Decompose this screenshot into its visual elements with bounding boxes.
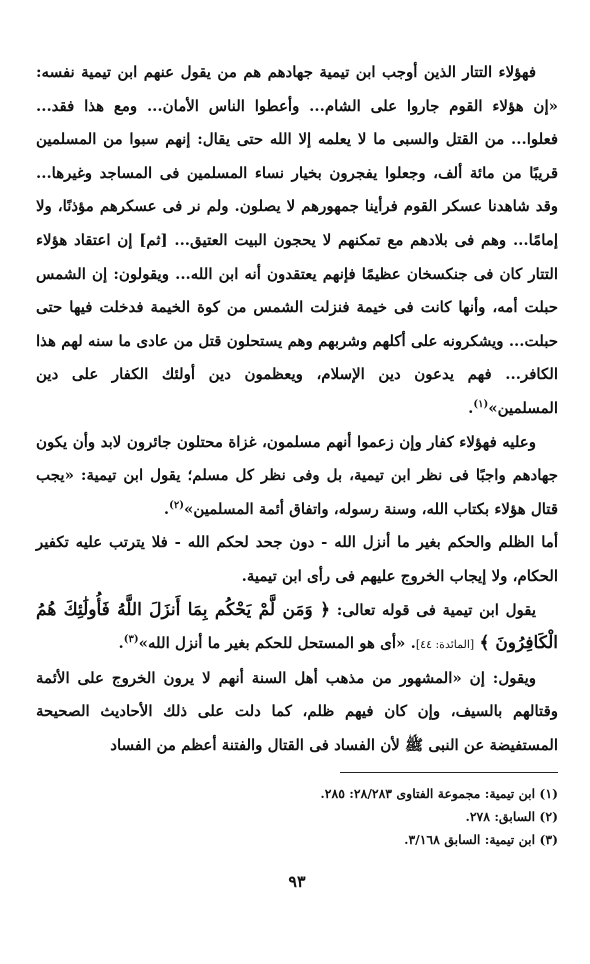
page-number: ٩٣ bbox=[288, 872, 306, 891]
footnote-3: (٣) ابن تيمية: السابق ٣/١٦٨. bbox=[404, 832, 558, 847]
footnote-marker-2: (٢) bbox=[169, 499, 184, 511]
paragraph-sunni-view: ويقول: إن «المشهور من مذهب أهل السنة أنهم لا يرون الخروج على الأئمة وقتالهم بالسيف، وإن كان فيهم ظلم، كما دلت على ذلك الأحاديث الصحيحة المستفيضة عن النبى ﷺ لأن الفساد فى القتال والفتنة أعظم من الفساد bbox=[36, 668, 558, 754]
paragraph-text: وعليه فهؤلاء كفار وإن زعموا أنهم مسلمون، غزاة محتلون جائرون لابد وأن يكون جهادهم واجبًا فى نظر ابن تيمية، بل وفى نظر كل مسلم؛ يقول ابن تيمية: «يجب قتال هؤلاء بكتاب الله، وسنة رسوله، واتفاق أئمة المسلمين» bbox=[36, 432, 558, 518]
paragraph-text: . «أى هو المستحل للحكم بغير ما أنزل الله» bbox=[138, 634, 416, 653]
footnote-marker-1: (١) bbox=[473, 398, 489, 410]
book-page bbox=[36, 44, 558, 944]
paragraph-tatar-description: فهؤلاء التتار الذين أوجب ابن تيمية جهادهم هم من يقول عنهم ابن تيمية نفسه: «إن هؤلاء القوم جاروا على الشام... وأعطوا الناس الأمان... ومع هذا فقد... فعلوا... من القتل والسبى ما لا يعلمه إلا الله حتى يقال: إنهم سبوا من المسلمين قريبًا من مائة ألف، وجعلوا يفجرون بخيار نساء المسلمين فى المساجد وغيرها... وقد شاهدنا عسكر القوم فرأينا جمهورهم لا يصلون. ولم نر فى عسكرهم مؤذنًا، ولا إمامًا... وهم فى بلادهم مع تمكنهم لا يحجون البيت العتيق... [ثم] إن اعتقاد هؤلاء التتار كان فى جنكسخان عظيمًا فإنهم يعتقدون أنه ابن الله... ويقولون: إن الشمس حبلت أمه، وأنها كانت فى خيمة فنزلت الشمس من كوة الخيمة فدخلت فيها حتى حبلت... ويشكرونه على أكلهم وشربهم وهم يستحلون قتل من عادى ما سنه لهم هذا الكافر... فهم يدعون دين الإسلام، ويعظمون دين أولئك الكفار على دين المسلمين»$^{(١)}$. bbox=[36, 63, 558, 417]
main-text bbox=[36, 56, 558, 762]
footnote-marker-3: (٣) bbox=[123, 634, 139, 646]
verse-reference: [المائدة: ٤٤] bbox=[415, 638, 475, 652]
footnote-2: (٢) السابق: ٢٧٨. bbox=[465, 809, 558, 824]
paragraph-quran-verse: يقول ابن تيمية فى قوله تعالى: ﴿ وَمَن لَّمْ يَحْكُم بِمَا أَنزَلَ اللَّهُ فَأُولَٰئِكَ هُمُ الْكَافِرُونَ ﴾ [المائدة: ٤٤]. «أى هو المستحل للحكم بغير ما أنزل الله»$^{(٣)}$. bbox=[36, 599, 558, 654]
paragraph-text: فهؤلاء التتار الذين أوجب ابن تيمية جهادهم هم من يقول عنهم ابن تيمية نفسه: «إن هؤلاء القوم جاروا على الشام... وأعطوا الناس الأمان... ومع هذا فقد... فعلوا... من القتل والسبى ما لا يعلمه إلا الله حتى يقال: إنهم سبوا من المسلمين قريبًا من مائة ألف، وجعلوا يفجرون بخيار نساء المسلمين فى المساجد وغيرها... وقد شاهدنا عسكر القوم فرأينا جمهورهم لا يصلون. ولم نر فى عسكرهم مؤذنًا، ولا إمامًا... وهم فى بلادهم مع تمكنهم لا يحجون البيت العتيق... [ثم] إن اعتقاد هؤلاء التتار كان فى جنكسخان عظيمًا فإنهم يعتقدون أنه ابن الله... ويقولون: إن الشمس حبلت أمه، وأنها كانت فى خيمة فنزلت الشمس من كوة الخيمة فدخلت فيها حتى حبلت... ويشكرونه على أكلهم وشربهم وهم يستحلون قتل من عادى ما سنه لهم هذا الكافر... فهم يدعون دين الإسلام، ويعظمون دين أولئك الكفار على دين المسلمين» bbox=[36, 63, 558, 417]
paragraph-jihad-obligation: وعليه فهؤلاء كفار وإن زعموا أنهم مسلمون، غزاة محتلون جائرون لابد وأن يكون جهادهم واجبًا فى نظر ابن تيمية، بل وفى نظر كل مسلم؛ يقول ابن تيمية: «يجب قتال هؤلاء بكتاب الله، وسنة رسوله، واتفاق أئمة المسلمين»$^{(٢)}$. bbox=[36, 432, 558, 518]
footnote-divider bbox=[340, 772, 558, 773]
quran-verse: ﴿ وَمَن لَّمْ يَحْكُم بِمَا أَنزَلَ اللَّهُ فَأُولَٰئِكَ هُمُ الْكَافِرُونَ ﴾ bbox=[36, 599, 558, 654]
paragraph-rulers: أما الظلم والحكم بغير ما أنزل الله - دون جحد لحكم الله - فلا يترتب عليه تكفير الحكام، ولا إيجاب الخروج عليهم فى رأى ابن تيمية. bbox=[36, 533, 558, 585]
footnotes bbox=[36, 782, 558, 851]
footnote-1: (١) ابن تيمية: مجموعة الفتاوى ٢٨/٢٨٣: ٢٨٥. bbox=[320, 786, 558, 801]
paragraph-text: يقول ابن تيمية فى قوله تعالى: bbox=[336, 600, 536, 619]
